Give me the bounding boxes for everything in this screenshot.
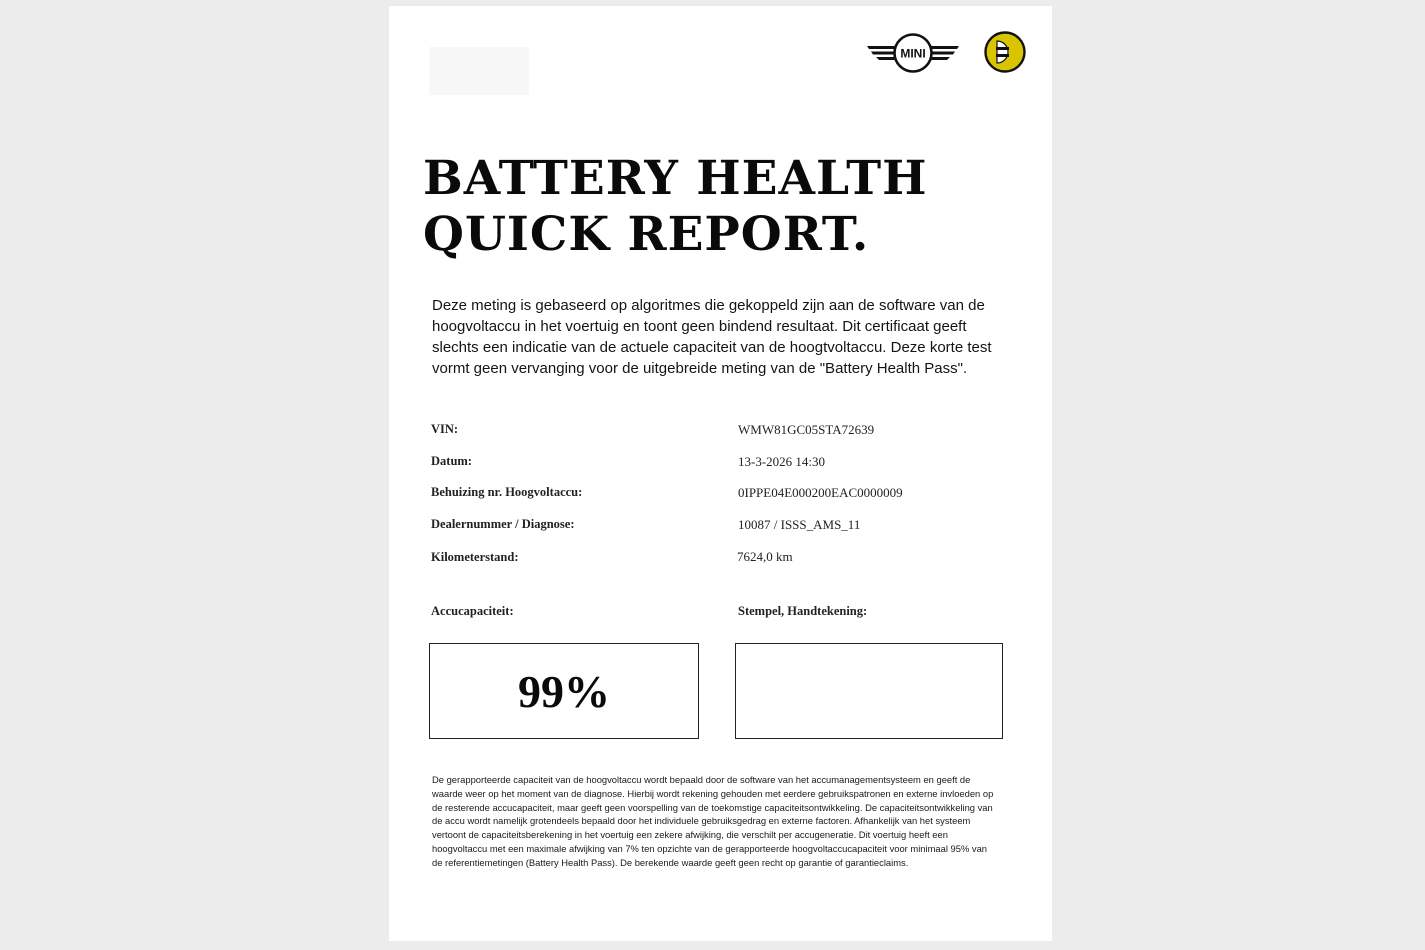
field-row-date xyxy=(431,454,1011,486)
field-value: WMW81GC05STA72639 xyxy=(738,422,875,437)
report-title xyxy=(423,151,928,263)
field-label: Kilometerstand: xyxy=(431,550,519,564)
field-row-battery-housing xyxy=(431,485,1011,517)
report-page xyxy=(389,6,1052,941)
field-value: 7624,0 km xyxy=(737,549,793,564)
field-label: VIN: xyxy=(431,422,459,436)
field-row-mileage xyxy=(431,548,1011,580)
field-row-vin xyxy=(431,422,1011,454)
mini-electric-plug-icon xyxy=(984,31,1026,73)
capacity-box xyxy=(429,643,699,739)
disclaimer-paragraph: De gerapporteerde capaciteit van de hoogvoltaccu wordt bepaald door de software van het accumanagementsysteem en geeft de waarde weer op het moment van de diagnose. Hierbij wordt rekening gehouden met eerdere gebruikspatronen en externe invloeden op de resterende accucapaciteit, maar geeft geen voorspelling van de toekomstige capaciteitsontwikkeling. De capaciteitsontwikkeling van de accu wordt namelijk grotendeels bepaald door het individuele gebruiksgedrag en externe factoren. Afhankelijk van het systeem vertoont de capaciteitsberekening in het voertuig een zekere afwijking, die verschilt per accugeneratie. Dit voertuig heeft een hoogvoltaccu met een maximale afwijking van 7% ten opzichte van de gerapporteerde hoogvoltaccucapaciteit voor minimaal 95% van de referentiemetingen (Battery Health Pass). De berekende waarde geeft geen recht op garantie of garantieclaims. xyxy=(432,774,994,868)
capacity-value: 99% xyxy=(518,666,610,717)
field-label: Behuizing nr. Hoogvoltaccu: xyxy=(431,485,583,499)
signature-label: Stempel, Handtekening: xyxy=(738,604,868,618)
dealer-logo-placeholder xyxy=(429,47,529,95)
vehicle-info-fields xyxy=(431,422,1011,580)
intro-paragraph: Deze meting is gebaseerd op algoritmes die gekoppeld zijn aan de software van de hoogvoltaccu in het voertuig en toont geen bindend resultaat. Dit certificaat geeft slechts een indicatie van de actuele capaciteit van de hoogtvoltaccu. Deze korte test vormt geen vervanging voor de uitgebreide meting van de "Battery Health Pass". xyxy=(432,297,992,377)
field-value: 0IPPE04E000200EAC0000009 xyxy=(738,485,903,500)
report-title-line-2: QUICK REPORT. xyxy=(423,207,870,262)
mini-wings-logo-icon xyxy=(865,30,961,76)
field-label: Dealernummer / Diagnose: xyxy=(431,516,575,531)
mini-logo-text: MINI xyxy=(900,46,926,61)
report-title-line-1: BATTERY HEALTH xyxy=(423,151,928,206)
field-label: Datum: xyxy=(431,453,472,468)
field-value: 13-3-2026 14:30 xyxy=(738,453,826,469)
capacity-label: Accucapaciteit: xyxy=(431,604,514,618)
signature-box xyxy=(735,643,1003,739)
field-row-dealer-diagnosis xyxy=(431,517,1011,549)
field-value: 10087 / ISSS_AMS_11 xyxy=(738,516,861,532)
